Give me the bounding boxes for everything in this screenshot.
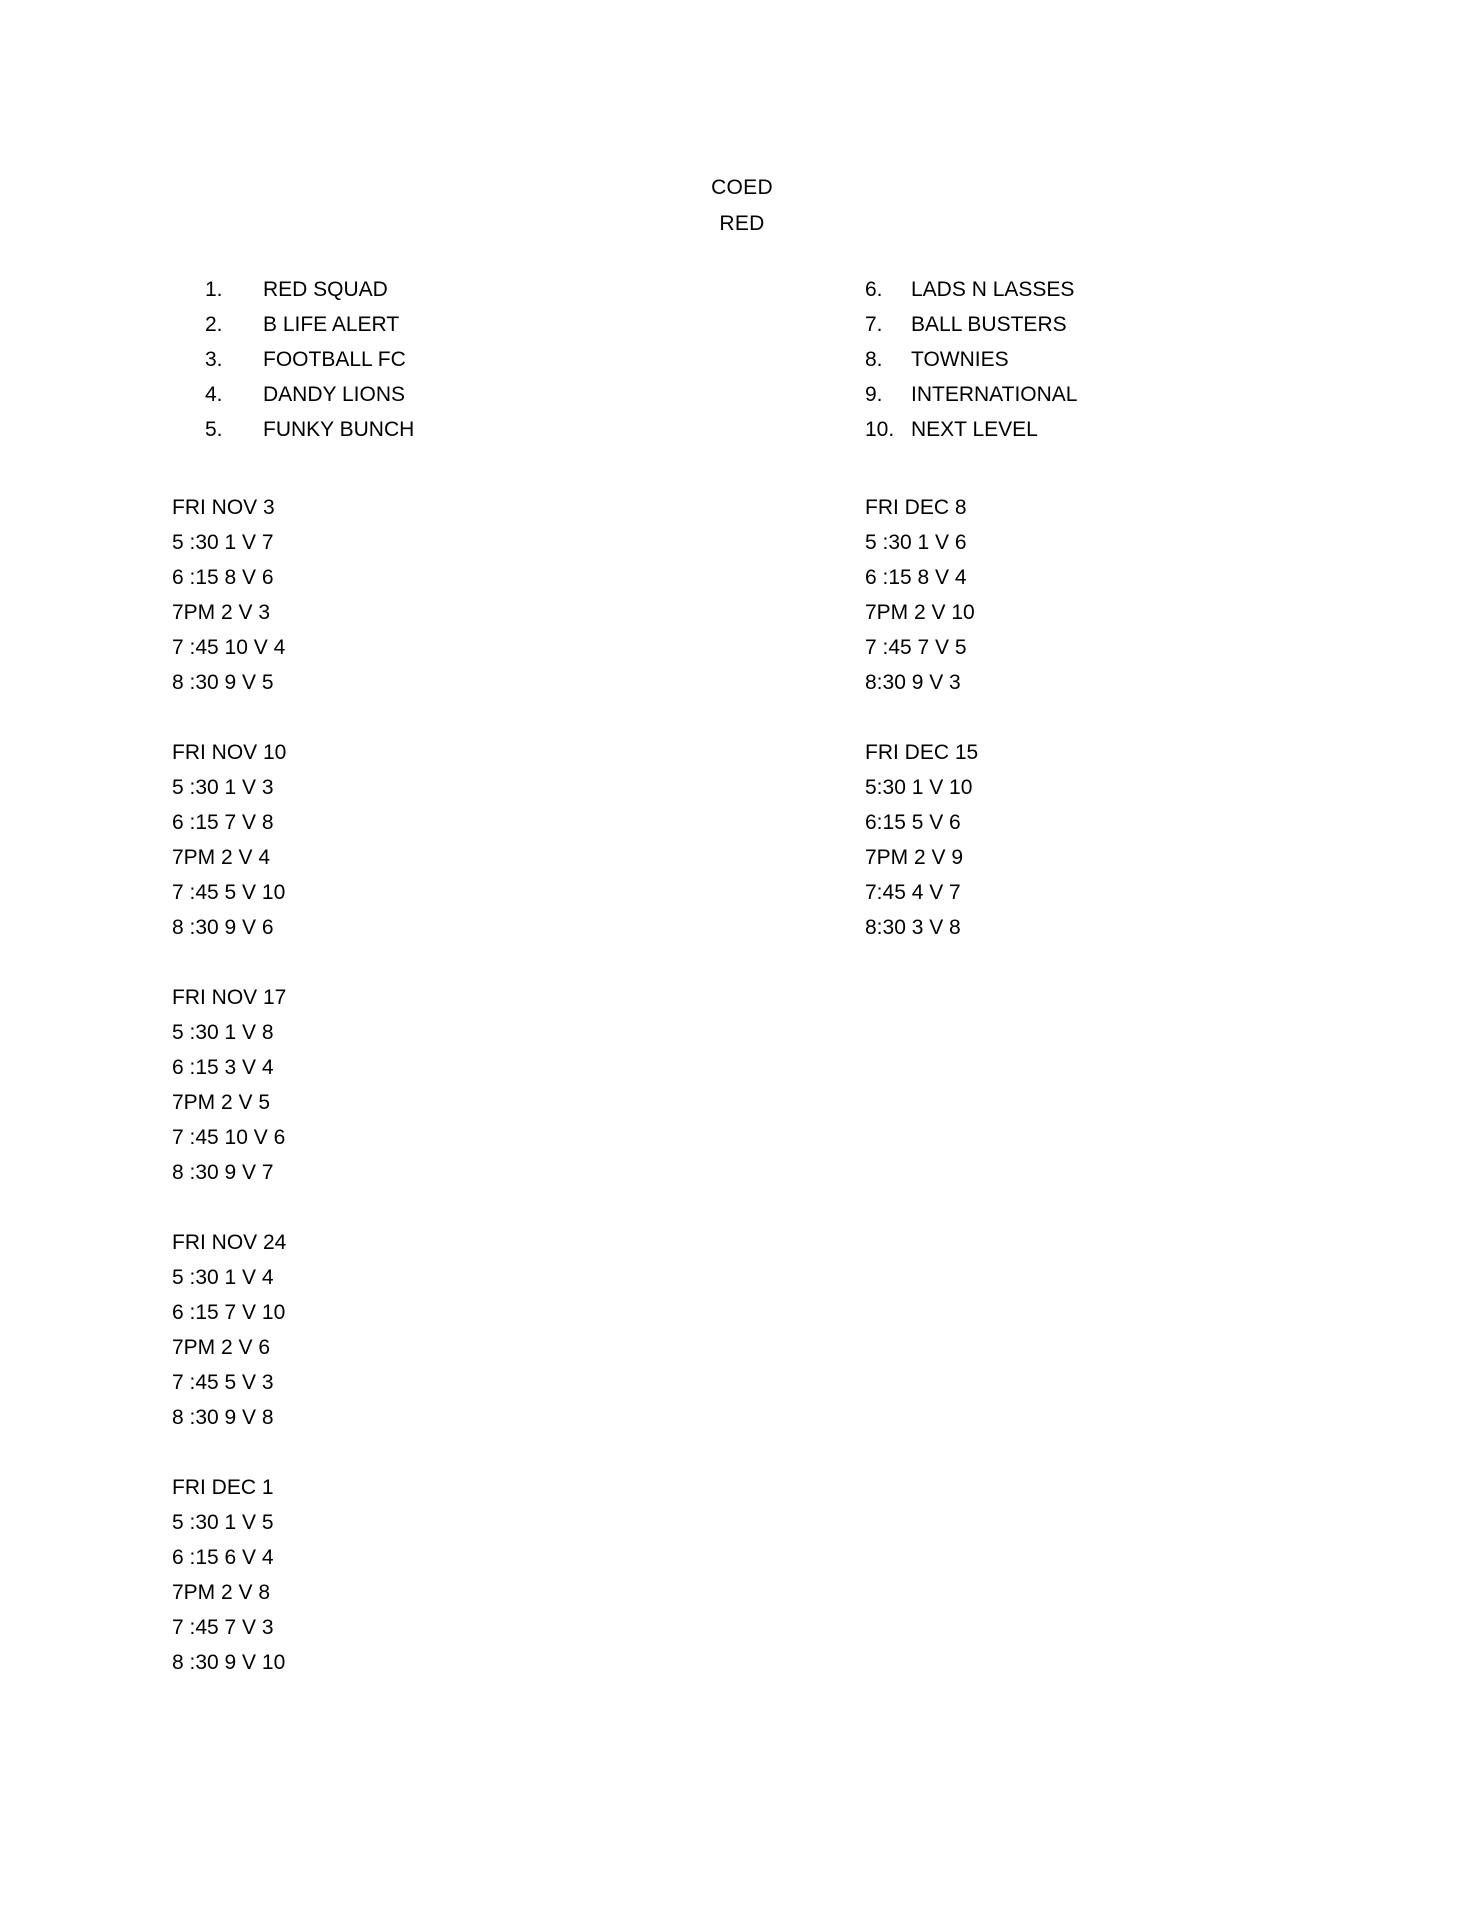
team-name: BALL BUSTERS <box>911 313 1067 336</box>
team-list-item <box>205 313 705 348</box>
schedule-game: 6:15 5 V 6 <box>865 811 961 834</box>
team-name: DANDY LIONS <box>263 383 405 406</box>
schedule-column-left <box>172 490 732 1715</box>
title-line-coed: COED <box>711 176 773 199</box>
schedule-game: 6 :15 7 V 8 <box>172 811 274 834</box>
team-number: 7. <box>865 313 883 336</box>
team-number: 8. <box>865 348 883 371</box>
schedule-game: 8 :30 9 V 5 <box>172 671 274 694</box>
team-number: 10. <box>865 418 895 441</box>
team-list-item <box>205 418 705 453</box>
team-list-item <box>205 278 705 313</box>
schedule-week <box>865 735 1425 945</box>
schedule-game: 8:30 9 V 3 <box>865 671 961 694</box>
schedule-game: 5:30 1 V 10 <box>865 776 973 799</box>
schedule-game: 8 :30 9 V 10 <box>172 1651 286 1674</box>
team-number: 6. <box>865 278 883 301</box>
schedule-game: 7 :45 7 V 5 <box>865 636 967 659</box>
schedule-game: 8 :30 9 V 8 <box>172 1406 274 1429</box>
team-list-column-right <box>865 278 1365 453</box>
schedule-game: 6 :15 8 V 4 <box>865 566 967 589</box>
schedule-game: 7 :45 5 V 3 <box>172 1371 274 1394</box>
schedule-game: 8 :30 9 V 6 <box>172 916 274 939</box>
schedule-week <box>172 735 732 945</box>
schedule-game: 6 :15 6 V 4 <box>172 1546 274 1569</box>
schedule-game: 7 :45 5 V 10 <box>172 881 286 904</box>
team-number: 4. <box>205 383 223 406</box>
schedule-game: 5 :30 1 V 5 <box>172 1511 274 1534</box>
schedule-game: 6 :15 3 V 4 <box>172 1056 274 1079</box>
team-list-item <box>865 383 1365 418</box>
schedule-game: 7PM 2 V 6 <box>172 1336 271 1359</box>
schedule-game: 6 :15 7 V 10 <box>172 1301 286 1324</box>
schedule-game: 7PM 2 V 9 <box>865 846 964 869</box>
schedule-game: 5 :30 1 V 3 <box>172 776 274 799</box>
schedule-game: 7PM 2 V 8 <box>172 1581 271 1604</box>
team-name: LADS N LASSES <box>911 278 1075 301</box>
schedule-game: 7 :45 10 V 4 <box>172 636 286 659</box>
schedule-game: 8 :30 9 V 7 <box>172 1161 274 1184</box>
team-name: INTERNATIONAL <box>911 383 1078 406</box>
schedule-week <box>172 1470 732 1680</box>
team-name: RED SQUAD <box>263 278 388 301</box>
schedule-week-date: FRI DEC 1 <box>172 1476 274 1499</box>
team-number: 9. <box>865 383 883 406</box>
schedule-game: 5 :30 1 V 4 <box>172 1266 274 1289</box>
schedule-game: 7 :45 7 V 3 <box>172 1616 274 1639</box>
schedule-week-date: FRI NOV 10 <box>172 741 287 764</box>
team-list-column-left <box>205 278 705 453</box>
team-number: 1. <box>205 278 223 301</box>
schedule-game: 7:45 4 V 7 <box>865 881 961 904</box>
team-list-item <box>865 348 1365 383</box>
schedule-week <box>865 490 1425 700</box>
team-name: FOOTBALL FC <box>263 348 406 371</box>
schedule-column-right <box>865 490 1425 980</box>
schedule-game: 5 :30 1 V 7 <box>172 531 274 554</box>
team-name: TOWNIES <box>911 348 1009 371</box>
team-name: B LIFE ALERT <box>263 313 400 336</box>
schedule-week <box>172 490 732 700</box>
schedule-game: 7PM 2 V 10 <box>865 601 975 624</box>
schedule-game: 8:30 3 V 8 <box>865 916 961 939</box>
schedule-game: 6 :15 8 V 6 <box>172 566 274 589</box>
team-list-item <box>865 418 1365 453</box>
schedule-week-date: FRI NOV 17 <box>172 986 287 1009</box>
team-number: 2. <box>205 313 223 336</box>
team-number: 3. <box>205 348 223 371</box>
schedule-week-date: FRI DEC 15 <box>865 741 979 764</box>
schedule-week <box>172 980 732 1190</box>
title-line-division: RED <box>719 212 765 235</box>
team-list-item <box>205 383 705 418</box>
schedule-game: 7PM 2 V 4 <box>172 846 271 869</box>
team-number: 5. <box>205 418 223 441</box>
schedule-game: 5 :30 1 V 8 <box>172 1021 274 1044</box>
team-list-item <box>865 278 1365 313</box>
schedule-week-date: FRI NOV 3 <box>172 496 275 519</box>
team-name: FUNKY BUNCH <box>263 418 415 441</box>
schedule-game: 7 :45 10 V 6 <box>172 1126 286 1149</box>
schedule-game: 7PM 2 V 3 <box>172 601 271 624</box>
schedule-game: 5 :30 1 V 6 <box>865 531 967 554</box>
schedule-week-date: FRI NOV 24 <box>172 1231 287 1254</box>
team-list-item <box>205 348 705 383</box>
schedule-week <box>172 1225 732 1435</box>
team-list-item <box>865 313 1365 348</box>
document-title <box>0 170 1484 242</box>
schedule-game: 7PM 2 V 5 <box>172 1091 271 1114</box>
schedule-week-date: FRI DEC 8 <box>865 496 967 519</box>
team-name: NEXT LEVEL <box>911 418 1038 441</box>
